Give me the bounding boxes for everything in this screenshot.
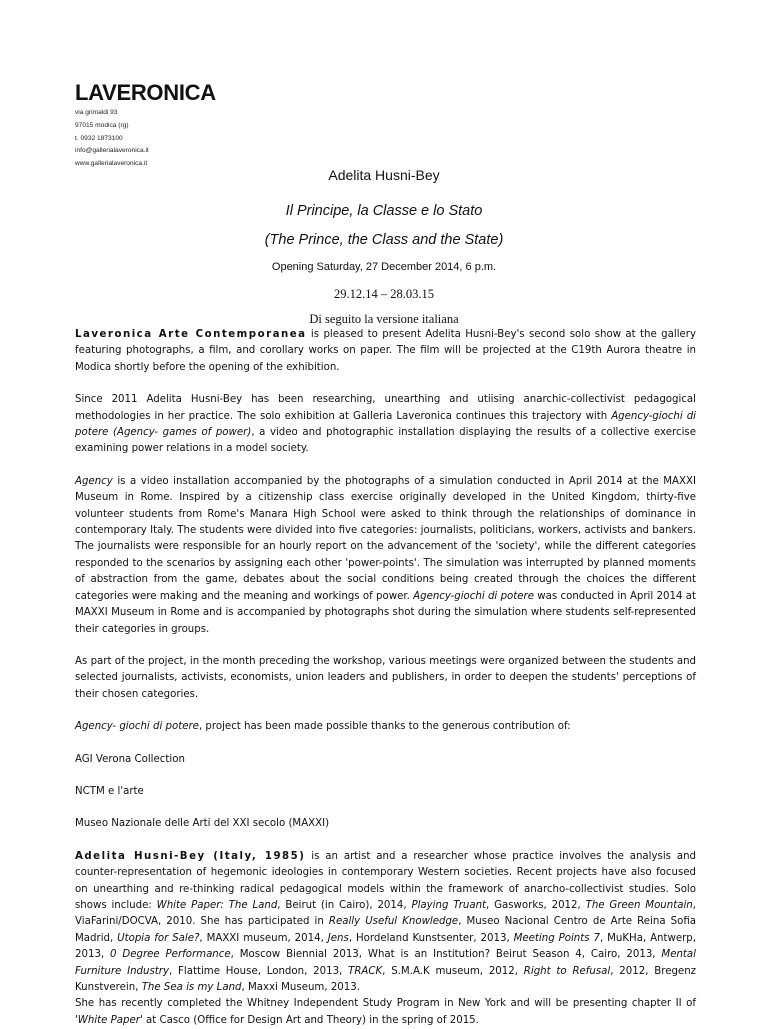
opening-info: Opening Saturday, 27 December 2014, 6 p.m. [271,261,497,273]
address-email: info@gallerialaveronica.it [75,147,149,155]
sponsor-item: AGI Verona Collection [75,753,185,765]
exhibition-dates: 29.12.14 – 28.03.15 [334,287,434,301]
gallery-letterhead [75,82,216,171]
artist-bio-name: Adelita Husni-Bey (Italy, 1985) [75,850,306,862]
paragraph-description: Agency is a video installation accompanied by the photographs of a simulation conducted in April 2014 at the MAXXI Museum in Rome. Inspired by a citizenship class exercise originally developed in the United Kingdom, thirty-five volunteer students from Rome's Manara High School were asked to think through the relationships of dominance in contemporary Italy. The students were divided into five categories: journalists, politicians, workers, activists and bankers. The journalists were responsible for an hourly report on the advancement of the 'society', while the different categories responded to the scenarios by assigning each other 'power-points'. The simulation was interrupted by planned moments of abstraction from the game, debates about the social conditions being created through the choices the different categories were making and the meaning and workings of power. Agency-giochi di potere was conducted in April 2014 at MAXXI Museum in Rome and is accompanied by photographs shot during the simulation where students self-represented their categories in groups. [75,475,696,635]
address-city: 97015 modica (rg) [75,121,129,129]
paragraph-biography: Adelita Husni-Bey (Italy, 1985) is an artist and a researcher whose practice involves the analysis and counter-representation of hegemonic ideologies in contemporary Western societies. Recent projects have also focused on unearthing and re-thinking radical pedagogical models within the framework of anarcho-collectivist studies. Solo shows include: White Paper: The Land, Beirut (in Cairo), 2014, Playing Truant, Gasworks, 2012, The Green Mountain, ViaFarini/DOCVA, 2010. She has participated in Really Useful Knowledge, Museo Nacional Centro de Arte Reina Sofia Madrid, Utopia for Sale?, MAXXI museum, 2014, Jens, Hordeland Kunstsenter, 2013, Meeting Points 7, MuKHa, Antwerp, 2013, 0 Degree Performance, Moscow Biennial 2013, What is an Institution? Beirut Season 4, Cairo, 2013, Mental Furniture Industry, Flattime House, London, 2013, TRACK, S.M.A.K museum, 2012, Right to Refusal, 2012, Bregenz Kunstverein, The Sea is my Land, Maxxi Museum, 2013. [75,850,697,993]
sponsor-item: Museo Nazionale delle Arti del XXI secolo (MAXXI) [75,818,330,830]
work-title: Agency [75,475,113,487]
paragraph-intro: Laveronica Arte Contemporanea is pleased to present Adelita Husni-Bey's second solo show at the gallery featuring photographs, a film, and corollary works on paper. The film will be projected at the C19th Aurora theatre in Modica shortly before the opening of the exhibition. [75,329,697,373]
work-title: Agency- giochi di potere [75,721,199,733]
paragraph-background: Since 2011 Adelita Husni-Bey has been researching, unearthing and utiising anarchic-collectivist pedagogical methodologies in her practice. The solo exhibition at Galleria Laveronica continues this trajectory with Agency-giochi di potere (Agency- games of power), a video and photographic installation displaying the results of a collective exercise examining power relations in a model society. [75,394,696,455]
gallery-name: Laveronica Arte Contemporanea [75,329,307,340]
press-text [75,327,696,1029]
work-title: Agency-giochi di potere (Agency- games of power) [75,410,696,439]
address-phone: t. 0932 1873100 [75,134,123,142]
sponsor-item: NCTM e l'arte [75,785,144,797]
italian-version-note: Di seguito la versione italiana [309,312,459,326]
address-website: www.gallerialaveronica.it [75,160,148,168]
address-street: via grimaldi 93 [75,109,118,116]
paragraph-meetings: As part of the project, in the month preceding the workshop, various meetings were organized between the students and selected journalists, activists, economists, union leaders and publishers, in order to deepen the students' perceptions of their chosen categories. [75,655,696,700]
exhibition-title-italian: Il Principe, la Classe e lo Stato [285,203,483,219]
artist-name: Adelita Husni-Bey [328,167,440,183]
paragraph-thanks: Agency- giochi di potere, project has been made possible thanks to the generous contribution of: [75,721,571,733]
gallery-logo: LAVERONICA [75,80,216,105]
paragraph-biography-closing: She has recently completed the Whitney Independent Study Program in New York and will be presenting chapter II of 'White Paper' at Casco (Office for Design Art and Theory) in the spring of 2015. [75,998,696,1026]
work-title: Agency-giochi di potere [413,590,534,602]
exhibition-title-english: (The Prince, the Class and the State) [264,232,504,248]
